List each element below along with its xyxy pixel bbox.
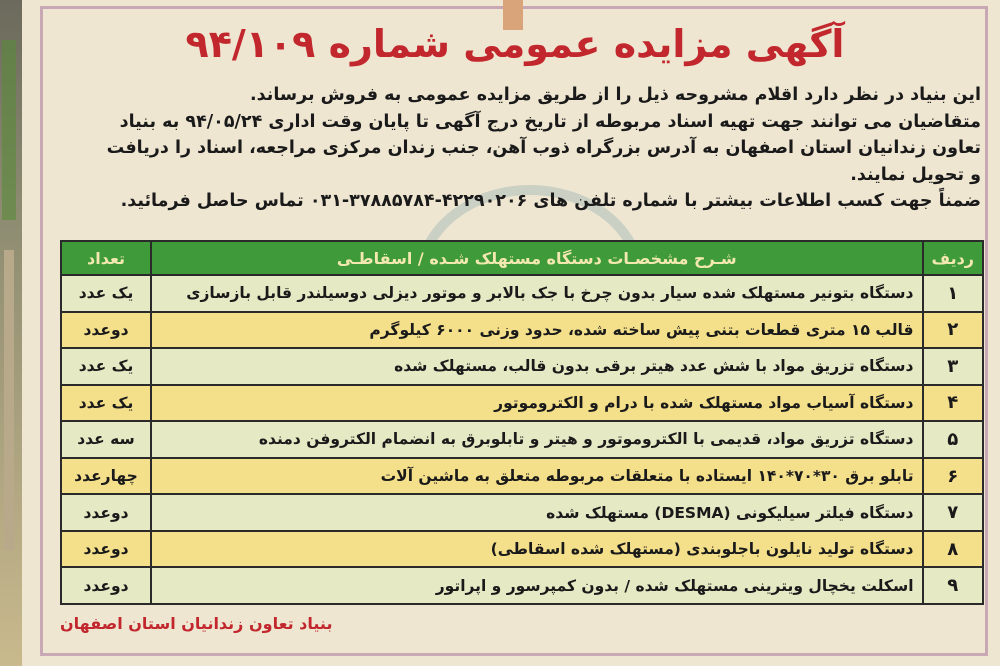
row-number: ۲ xyxy=(923,312,983,349)
row-description: دستگاه تولید نایلون باجلوبندی (مستهلک شده اسقاطی) xyxy=(151,531,923,568)
row-description: اسکلت یخچال ویترینی مستهلک شده / بدون کمپرسور و اپراتور xyxy=(151,567,923,604)
adjacent-page-strip xyxy=(0,0,22,666)
row-quantity: دوعدد xyxy=(61,567,151,604)
table-row xyxy=(61,458,983,495)
items-table xyxy=(60,240,984,605)
header-description: شـرح مشخصـات دستگاه مستهلک شـده / اسقاطـی xyxy=(151,241,923,275)
row-description: قالب ۱۵ متری قطعات بتنی پیش ساخته شده، حدود وزنی ۶۰۰۰ کیلوگرم xyxy=(151,312,923,349)
row-number: ۵ xyxy=(923,421,983,458)
table-row xyxy=(61,531,983,568)
row-description: دستگاه بتونیر مستهلک شده سیار بدون چرخ با جک بالابر و موتور دیزلی دوسیلندر قابل بازسازی xyxy=(151,275,923,312)
row-number: ۹ xyxy=(923,567,983,604)
row-quantity: یک عدد xyxy=(61,385,151,422)
body-line: ضمناً جهت کسب اطلاعات بیشتر با شماره تلفن های ۴۲۲۹۰۲۰۶-۳۷۸۸۵۷۸۴-۰۳۱ تماس حاصل فرمائید. xyxy=(120,191,981,211)
row-description: دستگاه تزریق مواد، قدیمی با الکتروموتور و هیتر و تابلوبرق به انضمام الکتروفن دمنده xyxy=(151,421,923,458)
table-row xyxy=(61,312,983,349)
header-quantity: تعداد xyxy=(61,241,151,275)
row-quantity: دوعدد xyxy=(61,531,151,568)
ad-body xyxy=(56,82,981,215)
ad-title: آگهی مزایده عمومی شماره ۹۴/۱۰۹ xyxy=(185,22,845,66)
row-number: ۱ xyxy=(923,275,983,312)
adjacent-page-graphic xyxy=(2,40,16,220)
table-row xyxy=(61,348,983,385)
row-quantity: چهارعدد xyxy=(61,458,151,495)
table-row xyxy=(61,275,983,312)
body-line: و تحویل نمایند. xyxy=(850,164,981,185)
body-line: این بنیاد در نظر دارد اقلام مشروحه ذیل را از طریق مزایده عمومی به فروش برساند. xyxy=(250,85,981,105)
row-quantity: یک عدد xyxy=(61,275,151,312)
row-description: تابلو برق ۳۰*۷۰*۱۴۰ ایستاده با متعلقات مربوطه متعلق به ماشین آلات xyxy=(151,458,923,495)
row-number: ۳ xyxy=(923,348,983,385)
body-line: متقاضیان می توانند جهت تهیه اسناد مربوطه از تاریخ درج آگهی تا پایان وقت اداری ۹۴/۰۵/۲۴ به بنیاد xyxy=(119,111,981,132)
table-row xyxy=(61,421,983,458)
table-header-row xyxy=(61,241,983,275)
row-quantity: دوعدد xyxy=(61,312,151,349)
adjacent-page-graphic xyxy=(4,250,14,550)
row-quantity: یک عدد xyxy=(61,348,151,385)
row-quantity: دوعدد xyxy=(61,494,151,531)
row-number: ۴ xyxy=(923,385,983,422)
table-row xyxy=(61,494,983,531)
signature: بنیاد تعاون زندانیان استان اصفهان xyxy=(60,614,333,633)
table-row xyxy=(61,567,983,604)
row-number: ۸ xyxy=(923,531,983,568)
row-number: ۷ xyxy=(923,494,983,531)
row-quantity: سه عدد xyxy=(61,421,151,458)
table-row xyxy=(61,385,983,422)
body-line: تعاون زندانیان استان اصفهان به آدرس بزرگراه ذوب آهن، جنب زندان مرکزی مراجعه، اسناد را دریافت xyxy=(106,138,981,158)
row-number: ۶ xyxy=(923,458,983,495)
row-description: دستگاه فیلتر سیلیکونی (DESMA) مستهلک شده xyxy=(151,494,923,531)
header-row-number: ردیف xyxy=(923,241,983,275)
row-description: دستگاه تزریق مواد با شش عدد هیتر برقی بدون قالب، مستهلک شده xyxy=(151,348,923,385)
row-description: دستگاه آسیاب مواد مستهلک شده با درام و الکتروموتور xyxy=(151,385,923,422)
